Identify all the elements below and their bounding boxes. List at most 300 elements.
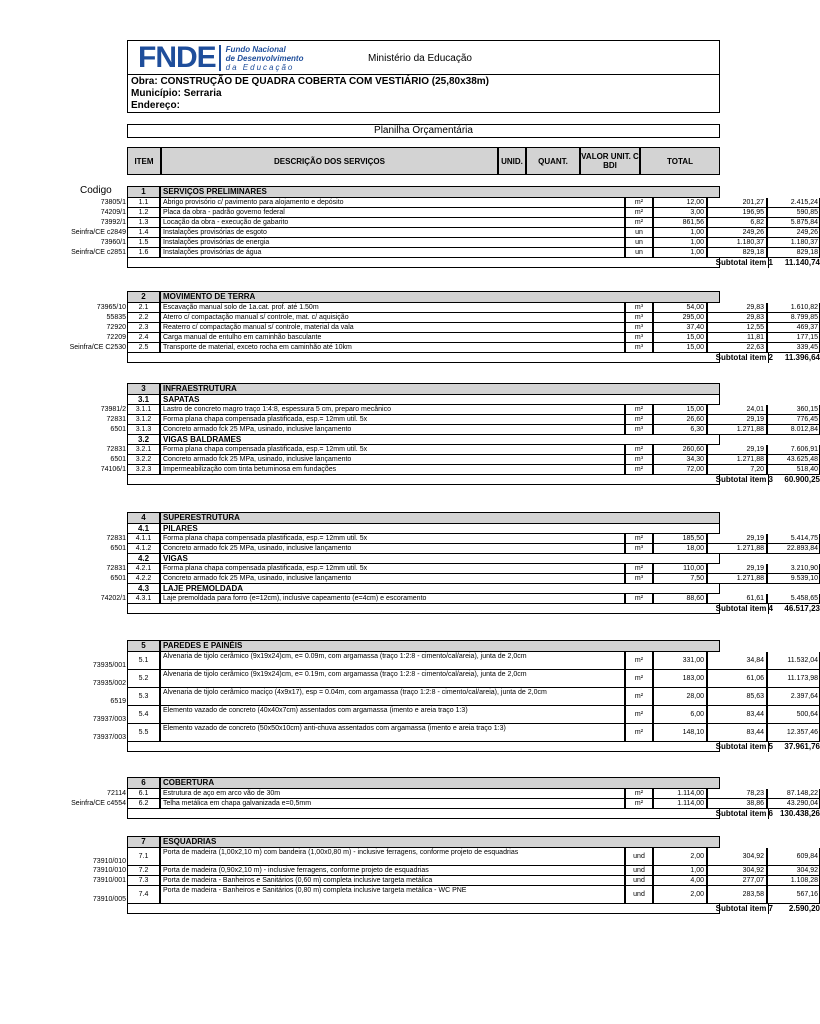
row-unit-price: 29,83 xyxy=(707,313,767,323)
row-item: 6.2 xyxy=(127,799,160,809)
row-unid: un xyxy=(625,228,653,238)
row-total: 3.210,90 xyxy=(767,564,820,574)
section-title: PAREDES E PAINÉIS xyxy=(160,640,720,652)
table-row xyxy=(127,405,818,415)
logo-line-2: de Desenvolvimento xyxy=(225,53,304,63)
row-unid: und xyxy=(625,848,653,866)
subtotal-label: Subtotal item 6 xyxy=(715,809,773,818)
row-code: 74106/1 xyxy=(100,466,126,473)
row-unid: m² xyxy=(625,789,653,799)
row-unid: m³ xyxy=(625,313,653,323)
row-quant: 72,00 xyxy=(653,465,707,475)
row-quant: 26,60 xyxy=(653,415,707,425)
row-total: 590,85 xyxy=(767,208,820,218)
row-unid: m² xyxy=(625,415,653,425)
row-quant: 3,00 xyxy=(653,208,707,218)
subtotal-label: Subtotal item 5 xyxy=(715,742,773,751)
row-desc: Alvenaria de tijolo cerâmico (9x19x24)cm, e= 0.19m, com argamassa (traço 1:2:8 - cimento/cal/areia), junta de 2,0cm xyxy=(160,670,625,688)
row-quant: 148,10 xyxy=(653,724,707,742)
row-quant: 7,50 xyxy=(653,574,707,584)
row-code: Seinfra/CE c2849 xyxy=(71,229,126,236)
row-item: 3.1.1 xyxy=(127,405,160,415)
row-unit-price: 29,19 xyxy=(707,445,767,455)
row-desc: Escavação manual solo de 1a.cat. prof. até 1.50m xyxy=(160,303,625,313)
row-total: 43.625,48 xyxy=(767,455,820,465)
row-desc: Impermeabilização com tinta betuminosa em fundações xyxy=(160,465,625,475)
col-header-item: ITEM xyxy=(127,147,161,175)
table-row xyxy=(127,248,818,258)
row-unid: m² xyxy=(625,218,653,228)
table-row xyxy=(127,652,818,670)
row-unid: m² xyxy=(625,652,653,670)
row-item: 5.5 xyxy=(127,724,160,742)
row-item: 5.2 xyxy=(127,670,160,688)
subtotal-row xyxy=(127,604,820,614)
table-row xyxy=(127,534,818,544)
table-row xyxy=(127,208,818,218)
row-quant: 88,60 xyxy=(653,594,707,604)
row-unit-price: 61,06 xyxy=(707,670,767,688)
row-total: 87.148,22 xyxy=(767,789,820,799)
subtotal-row xyxy=(127,742,820,752)
row-desc: Porta de madeira (0,90x2,10 m) - inclusive ferragens, conforme projeto de esquadrias xyxy=(160,866,625,876)
row-quant: 110,00 xyxy=(653,564,707,574)
row-item: 7.4 xyxy=(127,886,160,904)
table-row xyxy=(127,670,818,688)
row-unid: m³ xyxy=(625,544,653,554)
row-desc: Transporte de material, exceto rocha em caminhão até 10km xyxy=(160,343,625,353)
row-quant: 295,00 xyxy=(653,313,707,323)
row-code: 73935/001 xyxy=(92,662,126,669)
subtotal-value: 60.900,25 xyxy=(768,475,820,485)
row-quant: 54,00 xyxy=(653,303,707,313)
row-code: 73935/002 xyxy=(92,680,126,687)
row-unit-price: 1.271,88 xyxy=(707,425,767,435)
logo-line-1: Fundo Nacional xyxy=(225,44,286,54)
row-desc: Concreto armado fck 25 MPa, usinado, inclusive lançamento xyxy=(160,455,625,465)
row-quant: 6,00 xyxy=(653,706,707,724)
section-number: 1 xyxy=(127,186,160,198)
row-unit-price: 78,23 xyxy=(707,789,767,799)
row-code: 73805/1 xyxy=(100,199,126,206)
table-row xyxy=(127,415,818,425)
table-row xyxy=(127,799,818,809)
section-title: SERVIÇOS PRELIMINARES xyxy=(160,186,720,198)
row-unit-price: 29,19 xyxy=(707,564,767,574)
row-total: 829,18 xyxy=(767,248,820,258)
subtotal-row xyxy=(127,809,820,819)
row-desc: Porta de madeira (1,00x2,10 m) com bandeira (1,00x0,80 m) - inclusive ferragens, conforme projeto de esquadrias xyxy=(160,848,625,866)
row-quant: 12,00 xyxy=(653,198,707,208)
row-unid: m² xyxy=(625,594,653,604)
section-number: 3 xyxy=(127,383,160,395)
row-desc: Instalações provisórias de energia xyxy=(160,238,625,248)
row-unit-price: 1.180,37 xyxy=(707,238,767,248)
row-unid: und xyxy=(625,876,653,886)
codigo-label: Codigo xyxy=(80,185,112,196)
row-total: 177,15 xyxy=(767,333,820,343)
section-header xyxy=(127,512,720,524)
row-code: 73937/003 xyxy=(92,734,126,741)
row-code: 72920 xyxy=(106,324,126,331)
table-row xyxy=(127,218,818,228)
row-total: 304,92 xyxy=(767,866,820,876)
table-row xyxy=(127,706,818,724)
subsection-title: LAJE PREMOLDADA xyxy=(160,584,720,594)
row-item: 1.2 xyxy=(127,208,160,218)
table-row xyxy=(127,876,818,886)
row-total: 1.108,28 xyxy=(767,876,820,886)
subtotal-value: 11.396,64 xyxy=(768,353,820,363)
row-item: 3.1.3 xyxy=(127,425,160,435)
row-quant: 1,00 xyxy=(653,238,707,248)
row-desc: Instalações provisórias de esgoto xyxy=(160,228,625,238)
row-item: 4.3.1 xyxy=(127,594,160,604)
row-item: 4.2.2 xyxy=(127,574,160,584)
table-row xyxy=(127,323,818,333)
row-quant: 1.114,00 xyxy=(653,799,707,809)
row-item: 5.4 xyxy=(127,706,160,724)
table-row xyxy=(127,688,818,706)
row-total: 567,16 xyxy=(767,886,820,904)
row-code: Seinfra/CE C2530 xyxy=(69,344,126,351)
row-total: 1.180,37 xyxy=(767,238,820,248)
row-quant: 1,00 xyxy=(653,228,707,238)
row-item: 5.3 xyxy=(127,688,160,706)
row-quant: 2,00 xyxy=(653,848,707,866)
row-code: 6519 xyxy=(110,698,126,705)
row-code: 72209 xyxy=(106,334,126,341)
row-unid: m² xyxy=(625,445,653,455)
subtotal-value: 2.590,20 xyxy=(768,904,820,914)
row-quant: 331,00 xyxy=(653,652,707,670)
row-item: 1.5 xyxy=(127,238,160,248)
row-total: 249,26 xyxy=(767,228,820,238)
col-header-unit: VALOR UNIT. C BDI xyxy=(580,147,640,175)
endereco: Endereço: xyxy=(131,100,180,111)
fnde-logo xyxy=(138,41,304,74)
row-desc: Forma plana chapa compensada plastificada, esp.= 12mm util. 5x xyxy=(160,564,625,574)
row-desc: Elemento vazado de concreto (50x50x10cm) anti-chuva assentados com argamassa (imento e areia traço 1:3) xyxy=(160,724,625,742)
row-quant: 37,40 xyxy=(653,323,707,333)
row-item: 2.5 xyxy=(127,343,160,353)
row-desc: Concreto armado fck 25 MPa, usinado, inclusive lançamento xyxy=(160,574,625,584)
row-unid: m³ xyxy=(625,333,653,343)
row-unid: und xyxy=(625,866,653,876)
row-unid: m² xyxy=(625,670,653,688)
row-code: 72831 xyxy=(106,446,126,453)
row-total: 776,45 xyxy=(767,415,820,425)
subtotal-label: Subtotal item 1 xyxy=(715,258,773,267)
row-unit-price: 1.271,88 xyxy=(707,544,767,554)
row-code: 72831 xyxy=(106,565,126,572)
subsection-title: PILARES xyxy=(160,524,720,534)
row-quant: 1,00 xyxy=(653,866,707,876)
row-item: 7.3 xyxy=(127,876,160,886)
row-code: 73910/001 xyxy=(92,877,126,884)
row-unit-price: 12,55 xyxy=(707,323,767,333)
table-row xyxy=(127,848,818,866)
row-unit-price: 249,26 xyxy=(707,228,767,238)
row-quant: 34,30 xyxy=(653,455,707,465)
row-code: 74209/1 xyxy=(100,209,126,216)
row-code: 6501 xyxy=(110,456,126,463)
row-desc: Alvenaria de tijolo cerâmico (9x19x24)cm, e= 0.09m, com argamassa (traço 1:2:8 - cimento/cal/areia), junta de 2,0cm xyxy=(160,652,625,670)
section-number: 2 xyxy=(127,291,160,303)
row-desc: Concreto armado fck 25 MPa, usinado, inclusive lançamento xyxy=(160,544,625,554)
section-header xyxy=(127,777,720,789)
row-code: 73910/005 xyxy=(92,896,126,903)
table-row xyxy=(127,343,818,353)
logo-separator xyxy=(219,45,221,71)
row-item: 4.1.2 xyxy=(127,544,160,554)
col-header-quant: QUANT. xyxy=(526,147,580,175)
subtotal-row xyxy=(127,904,820,914)
row-code: 6501 xyxy=(110,426,126,433)
row-unit-price: 61,61 xyxy=(707,594,767,604)
subtotal-value: 37.961,76 xyxy=(768,742,820,752)
row-item: 2.4 xyxy=(127,333,160,343)
row-unit-price: 29,83 xyxy=(707,303,767,313)
row-total: 339,45 xyxy=(767,343,820,353)
section-title: COBERTURA xyxy=(160,777,720,789)
row-unit-price: 277,07 xyxy=(707,876,767,886)
row-unid: m² xyxy=(625,465,653,475)
subtotal-value: 11.140,74 xyxy=(768,258,820,268)
section-number: 5 xyxy=(127,640,160,652)
obra-name: Obra: CONSTRUÇÃO DE QUADRA COBERTA COM VESTIÁRIO (25,80x38m) xyxy=(131,76,490,87)
row-desc: Telha metálica em chapa galvanizada e=0,5mm xyxy=(160,799,625,809)
table-row xyxy=(127,425,818,435)
row-unid: m² xyxy=(625,724,653,742)
row-item: 4.1.1 xyxy=(127,534,160,544)
row-quant: 861,56 xyxy=(653,218,707,228)
table-row xyxy=(127,866,818,876)
row-item: 7.1 xyxy=(127,848,160,866)
row-quant: 1,00 xyxy=(653,248,707,258)
row-item: 3.2.3 xyxy=(127,465,160,475)
row-total: 22.893,84 xyxy=(767,544,820,554)
row-total: 9.539,10 xyxy=(767,574,820,584)
row-desc: Porta de madeira - Banheiros e Sanitários (0,80 m) completa inclusive targeta metálica - WC PNE xyxy=(160,886,625,904)
row-item: 3.2.1 xyxy=(127,445,160,455)
row-code: 72831 xyxy=(106,416,126,423)
row-item: 1.1 xyxy=(127,198,160,208)
row-total: 5.414,75 xyxy=(767,534,820,544)
subsection-number: 3.2 xyxy=(127,435,160,445)
subsection-header xyxy=(127,435,720,445)
row-total: 5.875,84 xyxy=(767,218,820,228)
row-unit-price: 11,81 xyxy=(707,333,767,343)
table-row xyxy=(127,455,818,465)
row-unit-price: 196,95 xyxy=(707,208,767,218)
row-unit-price: 1.271,88 xyxy=(707,455,767,465)
row-unit-price: 829,18 xyxy=(707,248,767,258)
row-code: 73910/010 xyxy=(92,858,126,865)
row-unid: m² xyxy=(625,208,653,218)
section-header xyxy=(127,186,720,198)
row-quant: 15,00 xyxy=(653,343,707,353)
row-item: 1.4 xyxy=(127,228,160,238)
table-row xyxy=(127,594,818,604)
row-unid: un xyxy=(625,238,653,248)
row-unid: m² xyxy=(625,706,653,724)
table-row xyxy=(127,789,818,799)
row-unit-price: 85,63 xyxy=(707,688,767,706)
section-number: 7 xyxy=(127,836,160,848)
row-desc: Laje premoldada para forro (e=12cm), inclusive capeamento (e=4cm) e escoramento xyxy=(160,594,625,604)
header-box xyxy=(127,40,720,75)
row-code: 6501 xyxy=(110,575,126,582)
section-header xyxy=(127,640,720,652)
row-total: 8.799,85 xyxy=(767,313,820,323)
row-unit-price: 83,44 xyxy=(707,724,767,742)
row-unit-price: 83,44 xyxy=(707,706,767,724)
table-row xyxy=(127,886,818,904)
row-unit-price: 22,63 xyxy=(707,343,767,353)
col-header-desc: DESCRIÇÃO DOS SERVIÇOS xyxy=(161,147,498,175)
planilha-title: Planilha Orçamentária xyxy=(127,124,720,138)
row-code: 74202/1 xyxy=(100,595,126,602)
row-unit-price: 201,27 xyxy=(707,198,767,208)
row-unid: m² xyxy=(625,534,653,544)
section-number: 4 xyxy=(127,512,160,524)
row-unit-price: 283,58 xyxy=(707,886,767,904)
subtotal-label: Subtotal item 2 xyxy=(715,353,773,362)
subsection-number: 4.3 xyxy=(127,584,160,594)
row-total: 469,37 xyxy=(767,323,820,333)
row-unit-price: 29,19 xyxy=(707,534,767,544)
row-unit-price: 6,82 xyxy=(707,218,767,228)
row-quant: 15,00 xyxy=(653,333,707,343)
row-unid: m³ xyxy=(625,303,653,313)
row-quant: 2,00 xyxy=(653,886,707,904)
row-total: 5.458,65 xyxy=(767,594,820,604)
row-unit-price: 34,84 xyxy=(707,652,767,670)
row-code: 73937/003 xyxy=(92,716,126,723)
row-total: 2.415,24 xyxy=(767,198,820,208)
row-desc: Forma plana chapa compensada plastificada, esp.= 12mm util. 5x xyxy=(160,534,625,544)
row-total: 7.606,91 xyxy=(767,445,820,455)
obra-info xyxy=(127,75,720,113)
row-desc: Carga manual de entulho em caminhão basculante xyxy=(160,333,625,343)
row-desc: Concreto armado fck 25 MPa, usinado, inclusive lançamento xyxy=(160,425,625,435)
row-quant: 4,00 xyxy=(653,876,707,886)
row-item: 3.1.2 xyxy=(127,415,160,425)
section-header xyxy=(127,383,720,395)
subtotal-label: Subtotal item 3 xyxy=(715,475,773,484)
row-quant: 183,00 xyxy=(653,670,707,688)
col-header-unid: UNID. xyxy=(498,147,526,175)
row-total: 360,15 xyxy=(767,405,820,415)
row-code: 72831 xyxy=(106,535,126,542)
section-title: MOVIMENTO DE TERRA xyxy=(160,291,720,303)
row-code: 73910/010 xyxy=(92,867,126,874)
row-unid: m³ xyxy=(625,574,653,584)
row-total: 518,40 xyxy=(767,465,820,475)
row-desc: Aterro c/ compactação manual s/ controle, mat. c/ aquisição xyxy=(160,313,625,323)
subsection-number: 4.2 xyxy=(127,554,160,564)
row-unit-price: 304,92 xyxy=(707,848,767,866)
row-total: 12.357,46 xyxy=(767,724,820,742)
row-quant: 28,00 xyxy=(653,688,707,706)
row-total: 1.610,82 xyxy=(767,303,820,313)
section-title: INFRAESTRUTURA xyxy=(160,383,720,395)
subsection-title: VIGAS xyxy=(160,554,720,564)
row-unit-price: 304,92 xyxy=(707,866,767,876)
row-unit-price: 29,19 xyxy=(707,415,767,425)
logo-main-text: FNDE xyxy=(138,41,216,74)
subsection-header xyxy=(127,584,720,594)
table-row xyxy=(127,564,818,574)
row-desc: Placa da obra - padrão governo federal xyxy=(160,208,625,218)
row-unit-price: 24,01 xyxy=(707,405,767,415)
row-unid: m³ xyxy=(625,455,653,465)
section-header xyxy=(127,836,720,848)
section-title: ESQUADRIAS xyxy=(160,836,720,848)
row-code: 73965/10 xyxy=(96,304,126,311)
row-quant: 1.114,00 xyxy=(653,789,707,799)
row-desc: Reaterro c/ compactação manual s/ controle, material da vala xyxy=(160,323,625,333)
row-code: 55835 xyxy=(106,314,126,321)
subsection-header xyxy=(127,395,720,405)
row-code: 73960/1 xyxy=(100,239,126,246)
row-item: 2.1 xyxy=(127,303,160,313)
subsection-header xyxy=(127,554,720,564)
row-item: 7.2 xyxy=(127,866,160,876)
table-row xyxy=(127,544,818,554)
row-unid: m² xyxy=(625,799,653,809)
row-item: 1.3 xyxy=(127,218,160,228)
row-item: 2.2 xyxy=(127,313,160,323)
row-item: 6.1 xyxy=(127,789,160,799)
section-title: SUPERESTRUTURA xyxy=(160,512,720,524)
row-code: Seinfra/CE c2851 xyxy=(71,249,126,256)
table-row xyxy=(127,198,818,208)
table-row xyxy=(127,724,818,742)
row-desc: Porta de madeira - Banheiros e Sanitários (0,60 m) completa inclusive targeta metálica xyxy=(160,876,625,886)
row-item: 3.2.2 xyxy=(127,455,160,465)
row-desc: Lastro de concreto magro traço 1:4:8, espessura 5 cm, preparo mecânico xyxy=(160,405,625,415)
subtotal-value: 46.517,23 xyxy=(768,604,820,614)
row-quant: 6,30 xyxy=(653,425,707,435)
row-total: 8.012,84 xyxy=(767,425,820,435)
subtotal-row xyxy=(127,258,820,268)
row-quant: 18,00 xyxy=(653,544,707,554)
row-item: 2.3 xyxy=(127,323,160,333)
row-desc: Estrutura de aço em arco vão de 30m xyxy=(160,789,625,799)
row-unid: m³ xyxy=(625,343,653,353)
row-total: 11.173,98 xyxy=(767,670,820,688)
row-desc: Elemento vazado de concreto (40x40x7cm) assentados com argamassa (imento e areia traço 1:3) xyxy=(160,706,625,724)
table-row xyxy=(127,313,818,323)
row-code: 73981/2 xyxy=(100,406,126,413)
subsection-header xyxy=(127,524,720,534)
municipio: Município: Serraria xyxy=(131,88,222,99)
row-code: 73992/1 xyxy=(100,219,126,226)
table-row xyxy=(127,574,818,584)
subtotal-value: 130.438,26 xyxy=(768,809,820,819)
subsection-number: 4.1 xyxy=(127,524,160,534)
table-row xyxy=(127,303,818,313)
row-unid: m² xyxy=(625,688,653,706)
subtotal-row xyxy=(127,353,820,363)
row-unid: un xyxy=(625,248,653,258)
row-code: 72114 xyxy=(107,790,126,797)
row-unit-price: 7,20 xyxy=(707,465,767,475)
ministry-title: Ministério da Educação xyxy=(368,53,472,64)
row-item: 1.6 xyxy=(127,248,160,258)
